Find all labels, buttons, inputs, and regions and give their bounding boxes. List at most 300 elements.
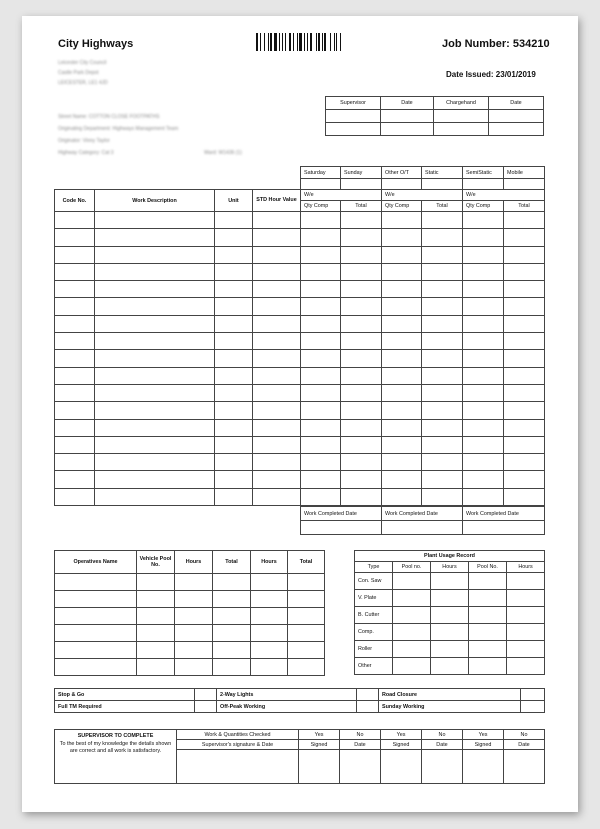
- work-entry-cell[interactable]: [55, 315, 95, 332]
- plant-entry-cell[interactable]: [393, 590, 431, 607]
- work-entry-cell[interactable]: [382, 419, 422, 436]
- work-entry-cell[interactable]: [253, 471, 301, 488]
- work-entry-cell[interactable]: [382, 246, 422, 263]
- work-entry-cell[interactable]: [504, 419, 545, 436]
- signature-cell[interactable]: [422, 750, 463, 784]
- work-entry-cell[interactable]: [382, 263, 422, 280]
- work-entry-cell[interactable]: [463, 402, 504, 419]
- barcode-bar: [260, 33, 261, 51]
- work-entry-cell[interactable]: [301, 384, 341, 401]
- operative-entry-cell[interactable]: [55, 642, 137, 659]
- work-entry-cell[interactable]: [95, 212, 215, 229]
- plant-entry-cell[interactable]: [469, 607, 507, 624]
- header-cell: Total: [288, 551, 325, 574]
- supervisor-cell: [55, 730, 177, 784]
- work-entry-cell[interactable]: [504, 333, 545, 350]
- operative-entry-cell[interactable]: [288, 608, 325, 625]
- work-entry-cell[interactable]: [55, 488, 95, 505]
- work-entry-cell[interactable]: [301, 315, 341, 332]
- work-entry-cell[interactable]: [253, 488, 301, 505]
- plant-entry-cell[interactable]: [393, 607, 431, 624]
- operative-entry-cell[interactable]: [288, 574, 325, 591]
- work-entry-cell[interactable]: [95, 454, 215, 471]
- work-entry-cell[interactable]: [253, 281, 301, 298]
- work-entry-cell[interactable]: [422, 454, 463, 471]
- plant-entry-cell[interactable]: [393, 658, 431, 675]
- header-cell: W/e: [382, 190, 463, 201]
- work-entry-cell[interactable]: [215, 246, 253, 263]
- plant-entry-cell[interactable]: [431, 624, 469, 641]
- signoff-cell[interactable]: [434, 123, 489, 136]
- check-box[interactable]: [521, 689, 545, 701]
- work-entry-cell[interactable]: [95, 333, 215, 350]
- work-entry-cell[interactable]: [504, 212, 545, 229]
- work-entry-cell[interactable]: [341, 471, 382, 488]
- work-entry-cell[interactable]: [422, 367, 463, 384]
- work-entry-cell[interactable]: [422, 229, 463, 246]
- work-entry-cell[interactable]: [55, 402, 95, 419]
- supervisor-text: To the best of my knowledge the details shown are correct and all work is satisfactory.: [59, 741, 172, 754]
- operative-entry-cell[interactable]: [288, 642, 325, 659]
- work-entry-cell[interactable]: [55, 419, 95, 436]
- work-entry-cell[interactable]: [253, 367, 301, 384]
- completed-date-cell[interactable]: [463, 521, 545, 535]
- work-entry-cell[interactable]: [253, 246, 301, 263]
- plant-entry-cell[interactable]: [507, 607, 545, 624]
- day-cell[interactable]: [341, 179, 382, 190]
- work-entry-cell[interactable]: [504, 402, 545, 419]
- header-cell: Hours: [507, 562, 545, 573]
- plant-entry-cell[interactable]: [469, 658, 507, 675]
- table-row: [55, 212, 545, 229]
- work-entry-cell[interactable]: [301, 298, 341, 315]
- work-entry-cell[interactable]: [95, 246, 215, 263]
- work-entry-cell[interactable]: [55, 298, 95, 315]
- work-entry-cell[interactable]: [301, 212, 341, 229]
- barcode-bar: [340, 33, 341, 51]
- work-entry-cell[interactable]: [463, 454, 504, 471]
- table-row: [55, 402, 545, 419]
- plant-entry-cell[interactable]: [431, 658, 469, 675]
- check-box[interactable]: [195, 689, 217, 701]
- work-entry-cell[interactable]: [55, 263, 95, 280]
- work-entry-cell[interactable]: [504, 281, 545, 298]
- header-cell: Hours: [431, 562, 469, 573]
- work-entry-cell[interactable]: [253, 212, 301, 229]
- plant-entry-cell[interactable]: [431, 590, 469, 607]
- check-box[interactable]: [521, 701, 545, 713]
- work-entry-cell[interactable]: [301, 229, 341, 246]
- operative-entry-cell[interactable]: [137, 591, 175, 608]
- work-entry-cell[interactable]: [253, 315, 301, 332]
- plant-entry-cell[interactable]: [469, 641, 507, 658]
- table-row: [55, 574, 325, 591]
- work-entry-cell[interactable]: [95, 315, 215, 332]
- work-entry-cell[interactable]: [504, 229, 545, 246]
- work-entry-cell[interactable]: [382, 384, 422, 401]
- work-entry-cell[interactable]: [95, 436, 215, 453]
- work-entry-cell[interactable]: [95, 263, 215, 280]
- work-entry-cell[interactable]: [253, 402, 301, 419]
- work-entry-cell[interactable]: [341, 384, 382, 401]
- work-entry-cell[interactable]: [382, 229, 422, 246]
- operative-entry-cell[interactable]: [55, 659, 137, 676]
- work-entry-cell[interactable]: [95, 402, 215, 419]
- operative-entry-cell[interactable]: [251, 574, 288, 591]
- work-entry-cell[interactable]: [341, 419, 382, 436]
- work-entry-cell[interactable]: [422, 384, 463, 401]
- work-entry-cell[interactable]: [463, 281, 504, 298]
- work-entry-cell[interactable]: [382, 436, 422, 453]
- work-entry-cell[interactable]: [215, 488, 253, 505]
- work-entry-cell[interactable]: [215, 229, 253, 246]
- operative-entry-cell[interactable]: [55, 625, 137, 642]
- work-entry-cell[interactable]: [463, 367, 504, 384]
- operative-entry-cell[interactable]: [251, 642, 288, 659]
- work-entry-cell[interactable]: [504, 350, 545, 367]
- operative-entry-cell[interactable]: [175, 574, 213, 591]
- table-row: [55, 730, 545, 740]
- table-row: [355, 551, 545, 562]
- operative-entry-cell[interactable]: [213, 574, 251, 591]
- work-entry-cell[interactable]: [215, 419, 253, 436]
- work-entry-cell[interactable]: [301, 281, 341, 298]
- table-row: [355, 573, 545, 590]
- work-entry-cell[interactable]: [341, 402, 382, 419]
- plant-entry-cell[interactable]: [507, 641, 545, 658]
- work-entry-cell[interactable]: [95, 488, 215, 505]
- plant-entry-cell[interactable]: [507, 590, 545, 607]
- work-entry-cell[interactable]: [422, 315, 463, 332]
- work-entry-cell[interactable]: [382, 333, 422, 350]
- plant-entry-cell[interactable]: [507, 658, 545, 675]
- operative-entry-cell[interactable]: [175, 625, 213, 642]
- work-entry-cell[interactable]: [504, 367, 545, 384]
- plant-entry-cell[interactable]: [393, 573, 431, 590]
- work-entry-cell[interactable]: [463, 488, 504, 505]
- barcode-bar: [297, 33, 298, 51]
- operative-entry-cell[interactable]: [175, 642, 213, 659]
- work-entry-cell[interactable]: [341, 246, 382, 263]
- work-entry-cell[interactable]: [215, 384, 253, 401]
- work-entry-cell[interactable]: [422, 212, 463, 229]
- work-completed-label: Work Completed Date: [463, 507, 545, 521]
- work-entry-cell[interactable]: [463, 212, 504, 229]
- signature-cell[interactable]: [340, 750, 381, 784]
- work-entry-cell[interactable]: [504, 454, 545, 471]
- work-entry-cell[interactable]: [301, 367, 341, 384]
- work-entry-cell[interactable]: [301, 454, 341, 471]
- work-entry-cell[interactable]: [463, 436, 504, 453]
- work-entry-cell[interactable]: [341, 315, 382, 332]
- day-cell[interactable]: [504, 179, 545, 190]
- work-entry-cell[interactable]: [253, 454, 301, 471]
- signoff-cell[interactable]: [326, 110, 381, 123]
- signature-cell[interactable]: [299, 750, 340, 784]
- work-entry-cell[interactable]: [253, 263, 301, 280]
- table-row: [55, 229, 545, 246]
- operative-entry-cell[interactable]: [213, 591, 251, 608]
- operative-entry-cell[interactable]: [137, 642, 175, 659]
- work-entry-cell[interactable]: [301, 333, 341, 350]
- work-entry-cell[interactable]: [55, 229, 95, 246]
- operative-entry-cell[interactable]: [288, 625, 325, 642]
- work-entry-cell[interactable]: [382, 367, 422, 384]
- work-entry-cell[interactable]: [55, 384, 95, 401]
- work-entry-cell[interactable]: [341, 436, 382, 453]
- work-entry-cell[interactable]: [215, 367, 253, 384]
- signoff-cell[interactable]: [489, 110, 544, 123]
- work-entry-cell[interactable]: [95, 350, 215, 367]
- table-row: [55, 454, 545, 471]
- header-cell: Pool no.: [393, 562, 431, 573]
- work-entry-cell[interactable]: [55, 246, 95, 263]
- signature-cell[interactable]: [463, 750, 504, 784]
- work-entry-cell[interactable]: [504, 384, 545, 401]
- work-entry-cell[interactable]: [55, 367, 95, 384]
- day-cell[interactable]: [422, 179, 463, 190]
- day-cell[interactable]: [382, 179, 422, 190]
- operative-entry-cell[interactable]: [137, 574, 175, 591]
- signature-cell[interactable]: [504, 750, 545, 784]
- work-entry-cell[interactable]: [463, 333, 504, 350]
- operative-entry-cell[interactable]: [251, 591, 288, 608]
- work-entry-cell[interactable]: [55, 471, 95, 488]
- work-entry-cell[interactable]: [341, 229, 382, 246]
- plant-entry-cell[interactable]: [469, 624, 507, 641]
- work-entry-cell[interactable]: [382, 315, 422, 332]
- work-entry-cell[interactable]: [95, 367, 215, 384]
- operative-entry-cell[interactable]: [175, 659, 213, 676]
- plant-entry-cell[interactable]: [431, 607, 469, 624]
- work-entry-cell[interactable]: [215, 333, 253, 350]
- header-cell: Signed: [381, 740, 422, 750]
- operative-entry-cell[interactable]: [175, 591, 213, 608]
- table-row: [55, 436, 545, 453]
- date-issued: Date Issued: 23/01/2019: [446, 70, 536, 79]
- plant-entry-cell[interactable]: [469, 590, 507, 607]
- operative-entry-cell[interactable]: [288, 591, 325, 608]
- work-entry-cell[interactable]: [301, 402, 341, 419]
- operative-entry-cell[interactable]: [213, 642, 251, 659]
- completed-date-cell[interactable]: [382, 521, 463, 535]
- table-row: [55, 551, 325, 574]
- operative-entry-cell[interactable]: [251, 659, 288, 676]
- work-entry-cell[interactable]: [463, 263, 504, 280]
- work-entry-cell[interactable]: [95, 229, 215, 246]
- work-entry-cell[interactable]: [504, 315, 545, 332]
- barcode-bar: [282, 33, 283, 51]
- work-entry-cell[interactable]: [341, 263, 382, 280]
- work-entry-cell[interactable]: [382, 298, 422, 315]
- work-entry-cell[interactable]: [422, 263, 463, 280]
- work-entry-cell[interactable]: [463, 298, 504, 315]
- work-entry-cell[interactable]: [341, 488, 382, 505]
- work-entry-cell[interactable]: [463, 419, 504, 436]
- work-entry-cell[interactable]: [463, 471, 504, 488]
- operative-entry-cell[interactable]: [213, 659, 251, 676]
- work-entry-cell[interactable]: [422, 350, 463, 367]
- operative-entry-cell[interactable]: [175, 608, 213, 625]
- work-entry-cell[interactable]: [253, 333, 301, 350]
- check-box[interactable]: [195, 701, 217, 713]
- operative-entry-cell[interactable]: [55, 574, 137, 591]
- work-entry-cell[interactable]: [253, 419, 301, 436]
- work-entry-cell[interactable]: [504, 488, 545, 505]
- work-entry-cell[interactable]: [382, 281, 422, 298]
- barcode-bar: [322, 33, 323, 51]
- work-entry-cell[interactable]: [341, 350, 382, 367]
- header-cell: Static: [422, 167, 463, 179]
- work-entry-cell[interactable]: [422, 246, 463, 263]
- work-entry-cell[interactable]: [215, 298, 253, 315]
- plant-entry-cell[interactable]: [507, 624, 545, 641]
- signoff-cell[interactable]: [326, 123, 381, 136]
- plant-entry-cell[interactable]: [393, 624, 431, 641]
- work-entry-cell[interactable]: [382, 212, 422, 229]
- operative-entry-cell[interactable]: [251, 625, 288, 642]
- header-cell: Unit: [215, 190, 253, 212]
- work-entry-cell[interactable]: [301, 263, 341, 280]
- work-entry-cell[interactable]: [341, 454, 382, 471]
- plant-entry-cell[interactable]: [393, 641, 431, 658]
- signoff-table: [325, 96, 544, 136]
- address-line: LEICESTER, LE1 4JD: [58, 80, 108, 86]
- operative-entry-cell[interactable]: [55, 591, 137, 608]
- work-entry-cell[interactable]: [463, 315, 504, 332]
- work-entry-cell[interactable]: [422, 471, 463, 488]
- work-entry-cell[interactable]: [301, 246, 341, 263]
- work-entry-cell[interactable]: [382, 402, 422, 419]
- work-entry-cell[interactable]: [422, 436, 463, 453]
- work-entry-cell[interactable]: [382, 350, 422, 367]
- operative-entry-cell[interactable]: [137, 608, 175, 625]
- work-entry-cell[interactable]: [215, 402, 253, 419]
- work-entry-cell[interactable]: [55, 454, 95, 471]
- plant-entry-cell[interactable]: [431, 641, 469, 658]
- work-entry-cell[interactable]: [95, 384, 215, 401]
- operative-entry-cell[interactable]: [55, 608, 137, 625]
- work-entry-cell[interactable]: [301, 419, 341, 436]
- signoff-cell[interactable]: [489, 123, 544, 136]
- work-entry-cell[interactable]: [95, 281, 215, 298]
- work-entry-cell[interactable]: [504, 436, 545, 453]
- work-entry-cell[interactable]: [253, 298, 301, 315]
- work-entry-cell[interactable]: [55, 436, 95, 453]
- work-entry-cell[interactable]: [215, 471, 253, 488]
- work-entry-cell[interactable]: [301, 350, 341, 367]
- work-entry-cell[interactable]: [215, 315, 253, 332]
- work-entry-cell[interactable]: [341, 367, 382, 384]
- plant-type-label: Comp.: [355, 624, 393, 641]
- work-entry-cell[interactable]: [382, 471, 422, 488]
- work-entry-cell[interactable]: [422, 298, 463, 315]
- check-box[interactable]: [357, 689, 379, 701]
- operative-entry-cell[interactable]: [213, 608, 251, 625]
- work-entry-cell[interactable]: [301, 471, 341, 488]
- work-entry-cell[interactable]: [215, 281, 253, 298]
- header-cell: W/e: [463, 190, 545, 201]
- work-entry-cell[interactable]: [95, 419, 215, 436]
- signoff-cell[interactable]: [381, 110, 434, 123]
- work-entry-cell[interactable]: [463, 246, 504, 263]
- work-entry-cell[interactable]: [341, 333, 382, 350]
- operative-entry-cell[interactable]: [288, 659, 325, 676]
- signature-cell[interactable]: [177, 750, 299, 784]
- work-entry-cell[interactable]: [253, 229, 301, 246]
- work-entry-cell[interactable]: [215, 436, 253, 453]
- operative-entry-cell[interactable]: [251, 608, 288, 625]
- work-entry-cell[interactable]: [463, 229, 504, 246]
- work-entry-cell[interactable]: [253, 350, 301, 367]
- day-cell[interactable]: [301, 179, 341, 190]
- work-entry-cell[interactable]: [504, 246, 545, 263]
- work-entry-cell[interactable]: [253, 436, 301, 453]
- work-entry-cell[interactable]: [504, 471, 545, 488]
- work-entry-cell[interactable]: [504, 298, 545, 315]
- signature-cell[interactable]: [381, 750, 422, 784]
- operative-entry-cell[interactable]: [137, 625, 175, 642]
- header-cell: Date: [340, 740, 381, 750]
- work-entry-cell[interactable]: [341, 298, 382, 315]
- barcode-bar: [334, 33, 335, 51]
- operative-entry-cell[interactable]: [213, 625, 251, 642]
- operatives-table-body: [55, 574, 325, 676]
- work-entry-cell[interactable]: [95, 471, 215, 488]
- completed-date-cell[interactable]: [301, 521, 382, 535]
- work-entry-cell[interactable]: [253, 384, 301, 401]
- work-entry-cell[interactable]: [215, 212, 253, 229]
- work-entry-cell[interactable]: [215, 454, 253, 471]
- signoff-cell[interactable]: [434, 110, 489, 123]
- work-entry-cell[interactable]: [55, 281, 95, 298]
- work-entry-cell[interactable]: [382, 454, 422, 471]
- work-entry-cell[interactable]: [55, 212, 95, 229]
- signoff-cell[interactable]: [381, 123, 434, 136]
- work-entry-cell[interactable]: [341, 281, 382, 298]
- work-entry-cell[interactable]: [55, 350, 95, 367]
- header-cell: Signed: [299, 740, 340, 750]
- work-entry-cell[interactable]: [463, 350, 504, 367]
- work-entry-cell[interactable]: [422, 488, 463, 505]
- plant-entry-cell[interactable]: [469, 573, 507, 590]
- plant-entry-cell[interactable]: [431, 573, 469, 590]
- check-box[interactable]: [357, 701, 379, 713]
- plant-entry-cell[interactable]: [507, 573, 545, 590]
- work-entry-cell[interactable]: [95, 298, 215, 315]
- work-entry-cell[interactable]: [215, 350, 253, 367]
- operative-entry-cell[interactable]: [137, 659, 175, 676]
- work-entry-cell[interactable]: [422, 402, 463, 419]
- header-cell: Code No.: [55, 190, 95, 212]
- work-entry-cell[interactable]: [301, 488, 341, 505]
- work-entry-cell[interactable]: [463, 384, 504, 401]
- header-cell: Pool No.: [469, 562, 507, 573]
- work-entry-cell[interactable]: [215, 263, 253, 280]
- work-entry-cell[interactable]: [504, 263, 545, 280]
- barcode-bar: [310, 33, 312, 51]
- work-entry-cell[interactable]: [301, 436, 341, 453]
- work-entry-cell[interactable]: [422, 419, 463, 436]
- work-entry-cell[interactable]: [422, 281, 463, 298]
- work-entry-cell[interactable]: [55, 333, 95, 350]
- work-entry-cell[interactable]: [422, 333, 463, 350]
- barcode-bar: [330, 33, 331, 51]
- day-cell[interactable]: [463, 179, 504, 190]
- work-entry-cell[interactable]: [341, 212, 382, 229]
- header-cell: Yes: [299, 730, 340, 740]
- work-entry-cell[interactable]: [382, 488, 422, 505]
